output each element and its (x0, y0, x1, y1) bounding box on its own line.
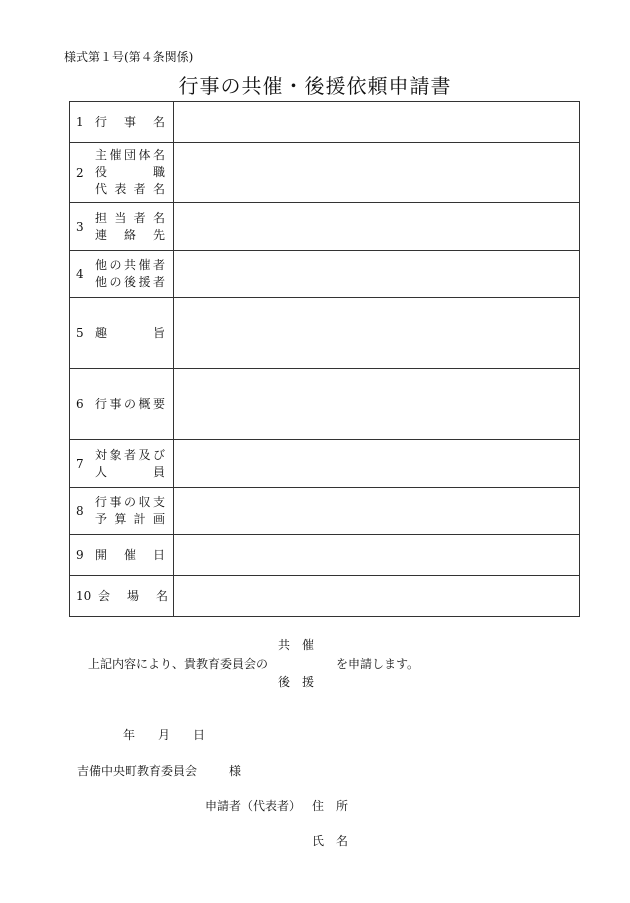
form-row (70, 251, 580, 298)
form-row-label-text: 代表者名 (95, 182, 165, 196)
form-row (70, 298, 580, 369)
form-row-number: 3 (76, 219, 84, 234)
option-cosponsor: 共 催 (278, 638, 315, 652)
form-row-number: 10 (76, 589, 92, 603)
name-label: 氏 名 (312, 834, 349, 848)
form-row (70, 488, 580, 535)
form-row-label (70, 143, 174, 203)
form-row-label-text: 行事の概要 (95, 396, 165, 411)
form-row-number: 6 (76, 397, 84, 411)
honorific: 様 (229, 764, 242, 778)
form-row-value-field[interactable] (174, 143, 580, 203)
form-row-label (70, 488, 174, 535)
form-row-label-text: 会場名 (98, 588, 168, 603)
form-row-label-text: 他の共催者 (95, 258, 165, 272)
address-label: 住 所 (312, 799, 349, 813)
form-row (70, 576, 580, 617)
application-form-table (69, 101, 580, 617)
form-row (70, 369, 580, 440)
option-support: 後 援 (278, 675, 315, 689)
form-row-number: 5 (76, 326, 84, 340)
form-row-label-text: 趣旨 (95, 325, 165, 340)
form-row-value-field[interactable] (174, 535, 580, 576)
form-row (70, 535, 580, 576)
form-row-label-text: 担当者名 (95, 210, 165, 225)
applicant-label: 申請者（代表者） (205, 799, 302, 813)
form-row-label-text: 連絡先 (95, 227, 165, 242)
form-row-number: 2 (76, 165, 84, 180)
statement-suffix: を申請します。 (336, 657, 420, 671)
form-row-label (70, 203, 174, 251)
form-row-label-text: 対象者及び (95, 447, 165, 462)
form-row-value-field[interactable] (174, 298, 580, 369)
form-row-value-field[interactable] (174, 251, 580, 298)
form-row-value-field[interactable] (174, 203, 580, 251)
date-month: 月 (158, 728, 171, 742)
form-row-label-text: 行事の収支 (95, 495, 165, 509)
form-row-label-text: 主催団体名 (95, 148, 165, 162)
form-row-label-text: 予算計画 (95, 512, 165, 526)
form-row-value-field[interactable] (174, 369, 580, 440)
document-title: 行事の共催・後援依頼申請書 (178, 74, 452, 98)
form-row-value-field[interactable] (174, 488, 580, 535)
form-row-label-text: 行事名 (95, 114, 165, 129)
form-row-number: 4 (76, 267, 84, 281)
form-row-label (70, 440, 174, 488)
statement-prefix: 上記内容により、貴教育委員会の (88, 657, 269, 671)
form-row (70, 440, 580, 488)
addressee: 吉備中央町教育委員会 (77, 764, 198, 778)
form-row-label (70, 251, 174, 298)
form-row-label (70, 298, 174, 369)
form-row (70, 143, 580, 203)
date-day: 日 (193, 728, 206, 742)
form-number: 様式第１号(第４条関係) (64, 50, 194, 64)
form-row-number: 7 (76, 456, 84, 471)
date-year: 年 (123, 728, 136, 742)
form-row-value-field[interactable] (174, 576, 580, 617)
form-row (70, 102, 580, 143)
form-row (70, 203, 580, 251)
form-row-label (70, 369, 174, 440)
form-row-label (70, 535, 174, 576)
form-row-label-text: 人員 (95, 464, 165, 479)
form-row-label-text: 役職 (95, 165, 165, 179)
form-row-label (70, 102, 174, 143)
form-row-number: 9 (76, 548, 84, 562)
form-row-number: 8 (76, 504, 84, 518)
form-row-number: 1 (76, 115, 84, 129)
form-row-label-text: 開催日 (95, 547, 165, 562)
form-row-label (70, 576, 174, 617)
form-row-value-field[interactable] (174, 440, 580, 488)
form-row-value-field[interactable] (174, 102, 580, 143)
form-row-label-text: 他の後援者 (95, 275, 165, 289)
